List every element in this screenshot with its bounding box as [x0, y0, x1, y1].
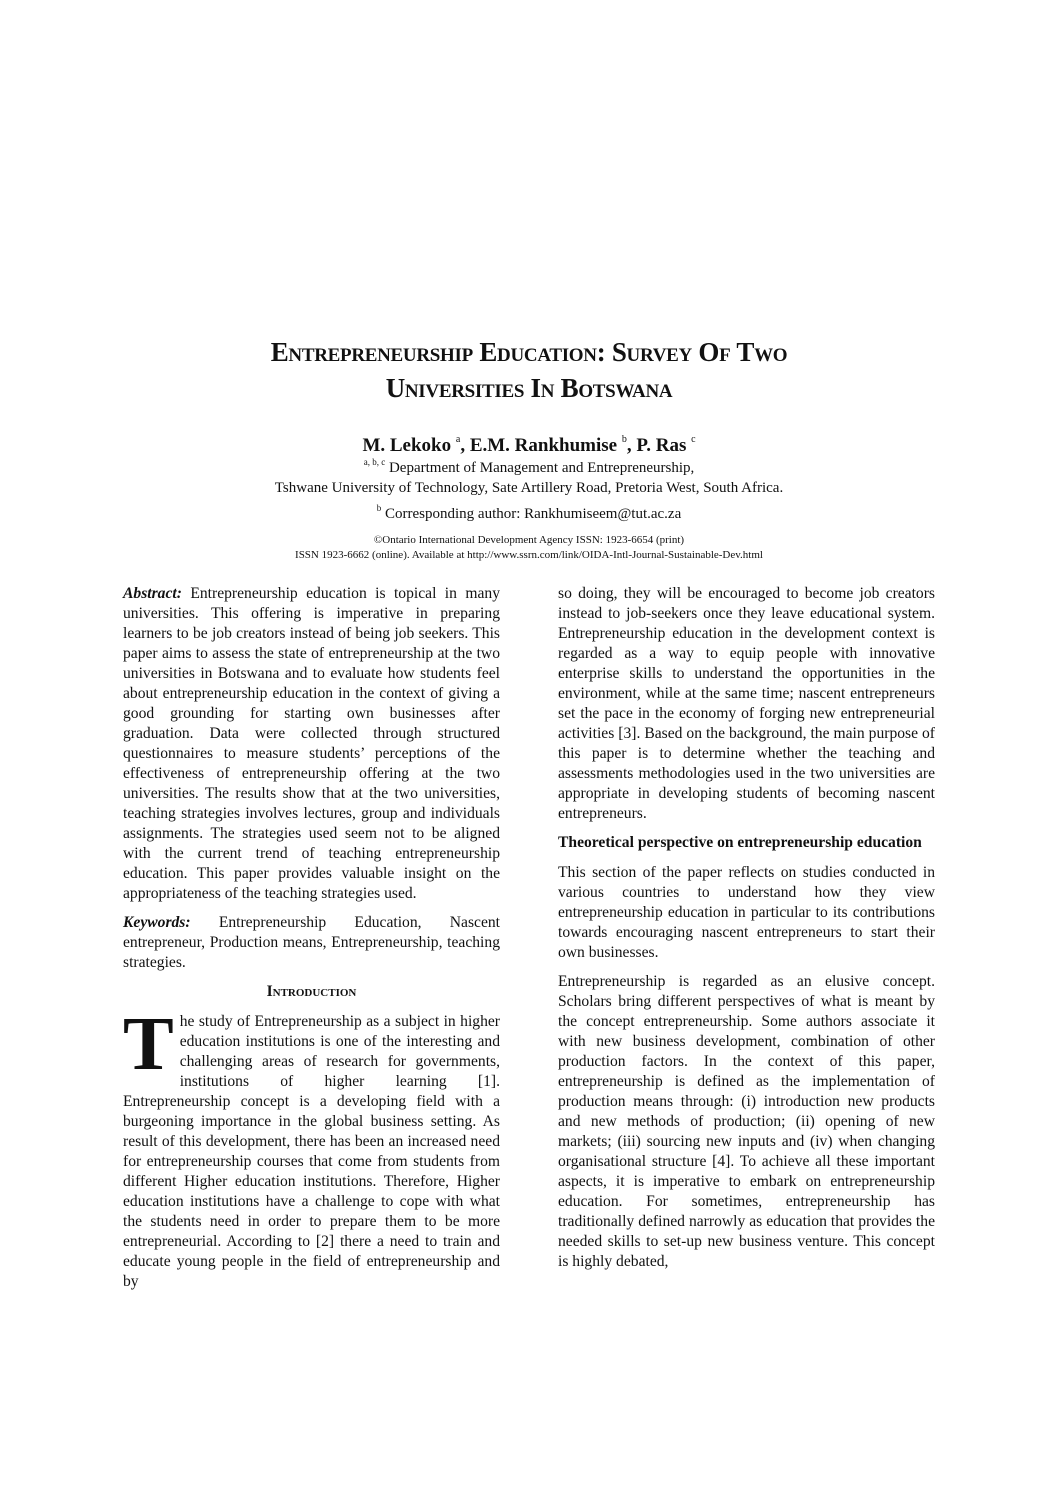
introduction-text: he study of Entrepreneurship as a subject in higher education institutions is one of the interesting and challenging areas of research for governments, institutions of higher learning [1]. Entrepreneurship concept is a developing field with a burgeoning importance in the global business setting. As result of this development, there has been an increased need for entrepreneurship courses that come from students from different Higher education institutions. Therefore, Higher education institutions have a challenge to cope with what the students need in order to prepare them to be more entrepreneurial. According to [2] there a need to train and educate young people in the field of entrepreneurship and by — [123, 1013, 500, 1290]
copyright-notice — [0, 533, 1058, 563]
abstract-text: Entrepreneurship education is topical in many universities. This offering is imperative in preparing learners to be job creators instead of being job seekers. This paper aims to assess the state of entrepreneurship at the two universities in Botswana and to evaluate how students feel about entrepreneurship education in the context of giving a good grounding for starting own businesses after graduation. Data were collected through structured questionnaires to measure students’ perceptions of the effectiveness of entrepreneurship offering at the two universities. The results show that at the two universities, teaching strategies involves lectures, group and individuals assignments. The strategies used seem not to be aligned with the current trend of teaching entrepreneurship education. This paper provides valuable insight on the appropriateness of the teaching strategies used. — [123, 585, 500, 902]
abstract — [123, 584, 500, 904]
keywords — [123, 913, 500, 973]
right-column — [558, 584, 935, 1281]
author-name: E.M. Rankhumise — [469, 435, 618, 456]
intro-continued-paragraph: so doing, they will be encouraged to become job creators instead to job-seekers once they leave educational system. Entrepreneurship education in the development context is regarded as a way to equip people with innovative enterprise skills to understand the opportunities in the environment, while at the same time; nascent entrepreneurs set the pace in the economy of forging new entrepreneurial activities [3]. Based on the background, the main purpose of this paper is to determine whether the teaching and assessments methodologies used in the two universities are appropriate in developing students of becoming nascent entrepreneurs. — [558, 585, 935, 822]
affiliation-marks: a, b, c — [363, 457, 386, 467]
left-column — [123, 584, 500, 1301]
author-name: M. Lekoko — [362, 435, 452, 456]
institution-line: Tshwane University of Technology, Sate Artillery Road, Pretoria West, South Africa. — [274, 480, 784, 496]
introduction-heading: Introduction — [266, 983, 357, 1000]
copyright-line-1: ©Ontario International Development Agency ISSN: 1923-6654 (print) — [373, 534, 685, 546]
corresponding-mark: b — [376, 503, 382, 513]
corresponding-author-text: Corresponding author: Rankhumiseem@tut.ac.za — [385, 506, 682, 522]
theory-paragraph-2: Entrepreneurship is regarded as an elusive concept. Scholars bring different perspectives of what is meant by the concept entrepreneurship. Some authors associate it with new business development, combination of other production factors. In the context of this paper, entrepreneurship is defined as the implementation of production means through: (i) introduction new products and new methods of production; (ii) opening of new markets; (iii) sourcing new inputs and (iv) when changing organisational structure [4]. To achieve all these important aspects, it is imperative to embark on entrepreneurship education. For sometimes, entrepreneurship has traditionally defined narrowly as education that provides the needed skills to set-up new business venture. This concept is highly debated, — [558, 973, 935, 1270]
drop-cap: T — [123, 1002, 174, 1086]
paper-title — [0, 334, 1058, 406]
corresponding-author-line — [0, 498, 1058, 524]
author-affiliation-mark: a — [455, 434, 461, 445]
title-line-1: Entrepreneurship Education: Survey Of Two — [270, 337, 788, 367]
author-affiliation-mark: b — [621, 434, 627, 445]
abstract-label: Abstract: — [123, 585, 182, 602]
author-name: P. Ras — [636, 435, 687, 456]
department-line — [0, 452, 1058, 478]
theoretical-perspective-heading: Theoretical perspective on entrepreneurship education — [558, 834, 922, 851]
keywords-label: Keywords: — [123, 914, 191, 931]
author-list: M. Lekoko $^a$, E.M. Rankhumise $^b$, P. Ras $^c$ — [362, 434, 696, 456]
author-affiliation-mark: c — [691, 434, 696, 445]
introduction-paragraph — [123, 1002, 500, 1292]
title-line-2: Universities In Botswana — [385, 373, 673, 403]
copyright-line-2: ISSN 1923-6662 (online). Available at http://www.ssrn.com/link/OIDA-Intl-Journal-Sustainable-Dev.html — [295, 549, 763, 561]
department-text: Department of Management and Entrepreneurship, — [388, 460, 695, 476]
affiliation-block — [0, 452, 1058, 524]
theory-paragraph-1: This section of the paper reflects on studies conducted in various countries to understand how they view entrepreneurship education in particular to its contributions towards encouraging nascent entrepreneurs to start their own businesses. — [558, 864, 935, 961]
keywords-text: Entrepreneurship Education, Nascent entrepreneur, Production means, Entrepreneurship, teaching strategies. — [123, 914, 500, 971]
